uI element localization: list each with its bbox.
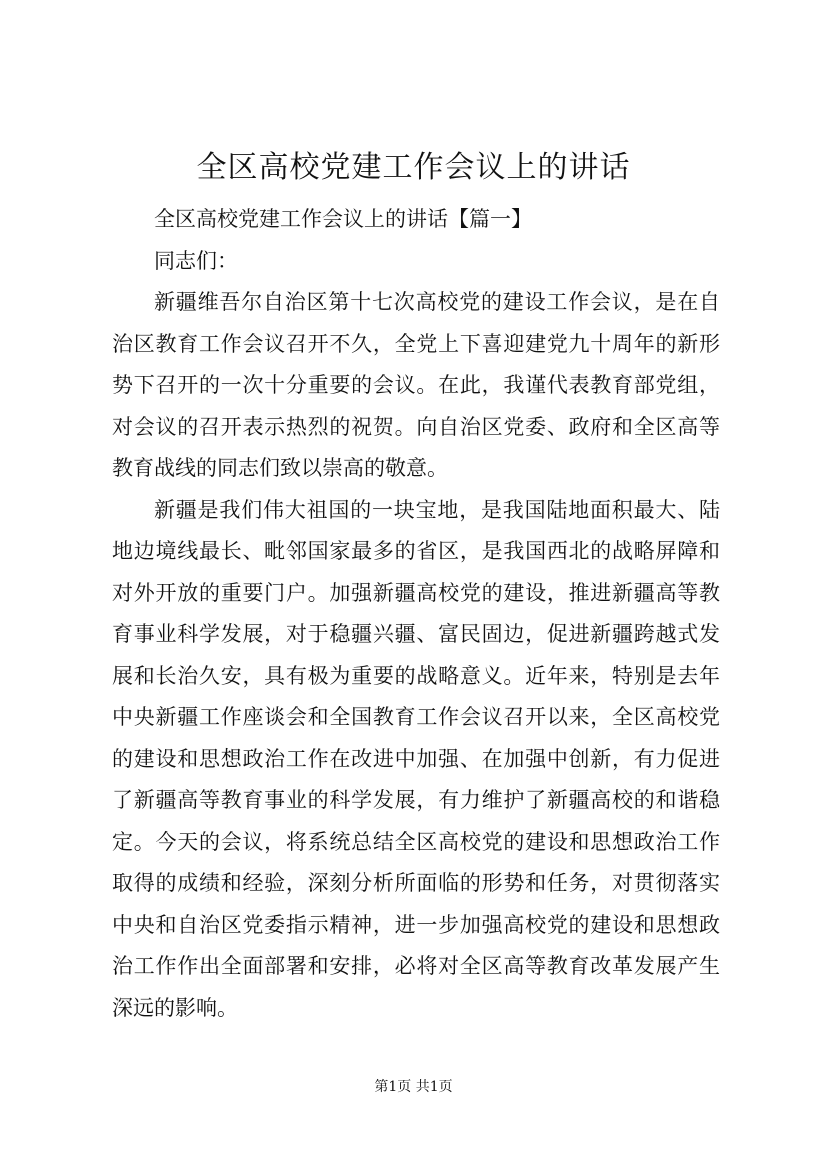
- paragraph: 新疆维吾尔自治区第十七次高校党的建设工作会议，是在自治区教育工作会议召开不久，全党上下喜迎建党九十周年的新形势下召开的一次十分重要的会议。在此，我谨代表教育部党组，对会议的召开表示热烈的祝贺。向自治区党委、政府和全区高等教育战线的同志们致以崇高的敬意。: [112, 290, 720, 480]
- paragraph: 新疆是我们伟大祖国的一块宝地，是我国陆地面积最大、陆地边境线最长、毗邻国家最多的省区，是我国西北的战略屏障和对外开放的重要门户。加强新疆高校党的建设，推进新疆高等教育事业科学发展，对于稳疆兴疆、富民固边，促进新疆跨越式发展和长治久安，具有极为重要的战略意义。近年来，特别是去年中央新疆工作座谈会和全国教育工作会议召开以来，全区高校党的建设和思想政治工作在改进中加强、在加强中创新，有力促进了新疆高等教育事业的科学发展，有力维护了新疆高校的和谐稳定。今天的会议，将系统总结全区高校党的建设和思想政治工作取得的成绩和经验，深刻分析所面临的形势和任务，对贯彻落实中央和自治区党委指示精神，进一步加强高校党的建设和思想政治工作作出全面部署和安排，必将对全区高等教育改革发展产生深远的影响。: [112, 497, 720, 1020]
- salutation: 同志们：: [154, 248, 238, 273]
- document-body: [112, 199, 720, 1029]
- section-heading: 全区高校党建工作会议上的讲话【篇一】: [154, 207, 532, 231]
- page-footer: 第1页 共1页: [374, 1079, 453, 1095]
- document-title: 全区高校党建工作会议上的讲话: [196, 150, 631, 185]
